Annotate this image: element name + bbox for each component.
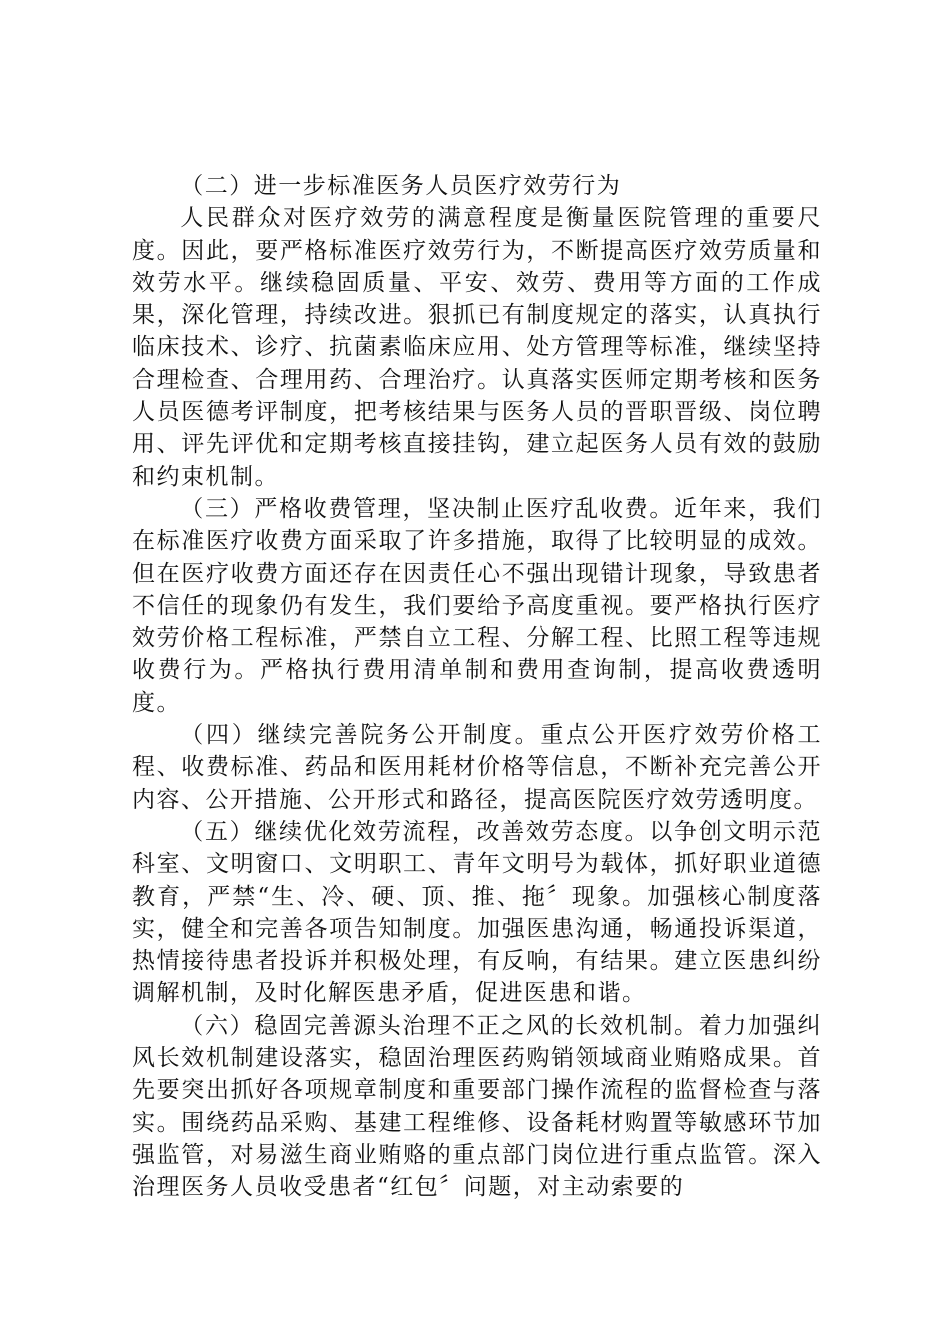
paragraph-service-process: （五）继续优化效劳流程，改善效劳态度。以争创文明示范科室、文明窗口、文明职工、青年文明号为载体，抓好职业道德教育，严禁“生、冷、硬、顶、推、拖〞现象。加强核心制度落实，健全和完善各项告知制度。加强医患沟通，畅通投诉渠道，热情接待患者投诉并积极处理，有反响，有结果。建立医患纠纷调解机制，及时化解医患矛盾，促进医患和谐。 xyxy=(132,818,822,1007)
paragraph-long-term-mechanism: （六）稳固完善源头治理不正之风的长效机制。着力加强纠风长效机制建设落实，稳固治理医药购销领域商业贿赂成果。首先要突出抓好各项规章制度和重要部门操作流程的监督检查与落实。围绕药品采购、基建工程维修、设备耗材购置等敏感环节加强监管，对易滋生商业贿赂的重点部门岗位进行重点监管。深入治理医务人员收受患者“红包〞问题，对主动索要的 xyxy=(132,1012,822,1201)
document-body xyxy=(132,170,822,1204)
section-heading-2: （二）进一步标准医务人员医疗效劳行为 xyxy=(180,173,622,199)
paragraph-charge-management: （三）严格收费管理，坚决制止医疗乱收费。近年来，我们在标准医疗收费方面采取了许多措施，取得了比较明显的成效。但在医疗收费方面还存在因责任心不强出现错计现象，导致患者不信任的现象仍有发生，我们要给予高度重视。要严格执行医疗效劳价格工程标准，严禁自立工程、分解工程、比照工程等违规收费行为。严格执行费用清单制和费用查询制，提高收费透明度。 xyxy=(132,495,822,716)
paragraph-service-behavior: 人民群众对医疗效劳的满意程度是衡量医院管理的重要尺度。因此，要严格标准医疗效劳行为，不断提高医疗效劳质量和效劳水平。继续稳固质量、平安、效劳、费用等方面的工作成果，深化管理，持续改进。狠抓已有制度规定的落实，认真执行临床技术、诊疗、抗菌素临床应用、处方管理等标准，继续坚持合理检查、合理用药、合理治疗。认真落实医师定期考核和医务人员医德考评制度，把考核结果与医务人员的晋职晋级、岗位聘用、评先评优和定期考核直接挂钩，建立起医务人员有效的鼓励和约束机制。 xyxy=(132,205,822,490)
paragraph-hospital-affairs-disclosure: （四）继续完善院务公开制度。重点公开医疗效劳价格工程、收费标准、药品和医用耗材价格等信息，不断补充完善公开内容、公开措施、公开形式和路径，提高医院医疗效劳透明度。 xyxy=(132,722,822,813)
